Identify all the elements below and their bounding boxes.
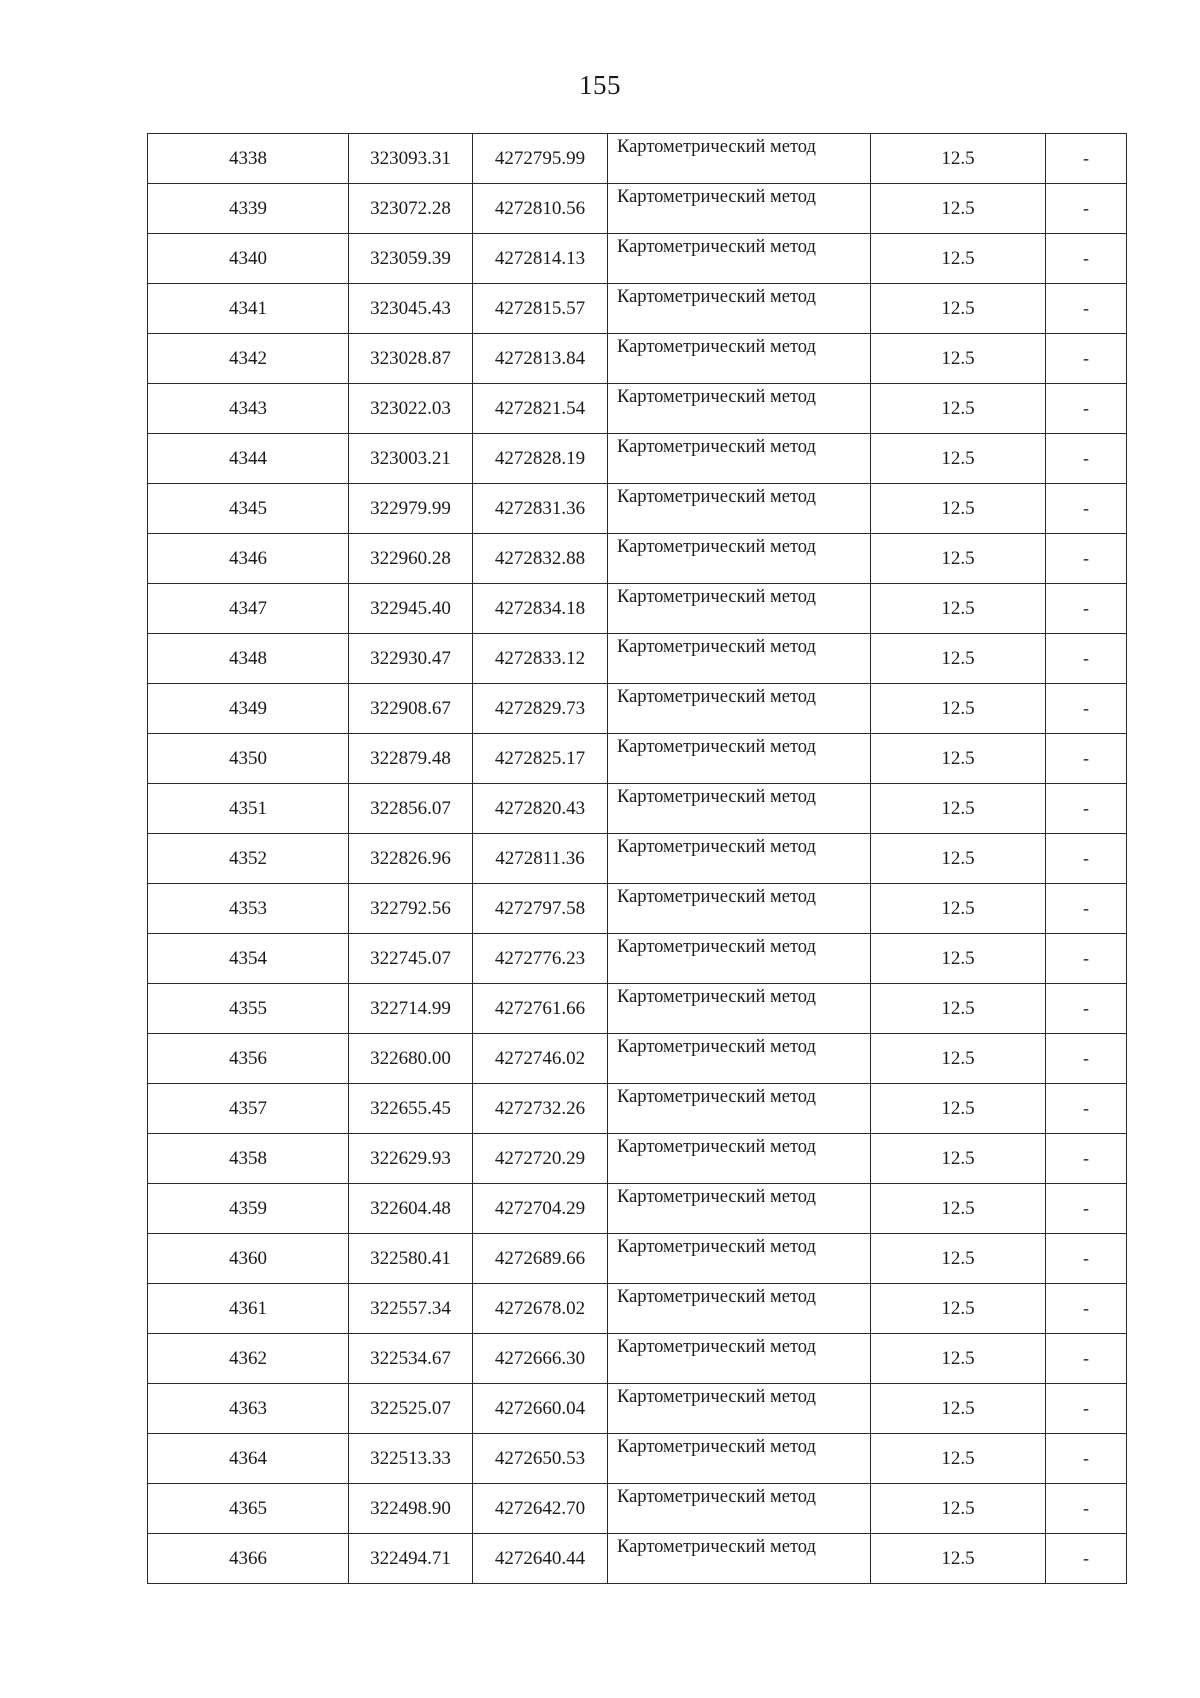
x-coordinate-cell: 323003.21 — [349, 434, 473, 484]
accuracy-cell: 12.5 — [871, 184, 1046, 234]
x-coordinate-cell: 323028.87 — [349, 334, 473, 384]
accuracy-cell: 12.5 — [871, 1234, 1046, 1284]
accuracy-cell: 12.5 — [871, 434, 1046, 484]
method-cell: Картометрический метод — [608, 1284, 871, 1334]
point-number-cell: 4338 — [148, 134, 349, 184]
point-number-cell: 4365 — [148, 1484, 349, 1534]
y-coordinate-cell: 4272797.58 — [473, 884, 608, 934]
x-coordinate-cell: 322792.56 — [349, 884, 473, 934]
table-row — [148, 834, 1127, 884]
y-coordinate-cell: 4272832.88 — [473, 534, 608, 584]
point-number-cell: 4358 — [148, 1134, 349, 1184]
note-cell: - — [1046, 934, 1127, 984]
table-row — [148, 1234, 1127, 1284]
y-coordinate-cell: 4272704.29 — [473, 1184, 608, 1234]
note-cell: - — [1046, 1284, 1127, 1334]
method-cell: Картометрический метод — [608, 384, 871, 434]
x-coordinate-cell: 323059.39 — [349, 234, 473, 284]
accuracy-cell: 12.5 — [871, 234, 1046, 284]
y-coordinate-cell: 4272650.53 — [473, 1434, 608, 1484]
note-cell: - — [1046, 834, 1127, 884]
method-cell: Картометрический метод — [608, 184, 871, 234]
y-coordinate-cell: 4272689.66 — [473, 1234, 608, 1284]
point-number-cell: 4348 — [148, 634, 349, 684]
note-cell: - — [1046, 1134, 1127, 1184]
accuracy-cell: 12.5 — [871, 1284, 1046, 1334]
note-cell: - — [1046, 1234, 1127, 1284]
x-coordinate-cell: 322680.00 — [349, 1034, 473, 1084]
x-coordinate-cell: 322494.71 — [349, 1534, 473, 1584]
x-coordinate-cell: 322580.41 — [349, 1234, 473, 1284]
accuracy-cell: 12.5 — [871, 984, 1046, 1034]
x-coordinate-cell: 322745.07 — [349, 934, 473, 984]
accuracy-cell: 12.5 — [871, 934, 1046, 984]
note-cell: - — [1046, 1084, 1127, 1134]
accuracy-cell: 12.5 — [871, 834, 1046, 884]
point-number-cell: 4352 — [148, 834, 349, 884]
x-coordinate-cell: 322856.07 — [349, 784, 473, 834]
y-coordinate-cell: 4272666.30 — [473, 1334, 608, 1384]
point-number-cell: 4340 — [148, 234, 349, 284]
table-row — [148, 384, 1127, 434]
table-row — [148, 334, 1127, 384]
note-cell: - — [1046, 1534, 1127, 1584]
table-row — [148, 434, 1127, 484]
x-coordinate-cell: 322604.48 — [349, 1184, 473, 1234]
note-cell: - — [1046, 884, 1127, 934]
table-row — [148, 584, 1127, 634]
table-row — [148, 684, 1127, 734]
method-cell: Картометрический метод — [608, 484, 871, 534]
method-cell: Картометрический метод — [608, 934, 871, 984]
note-cell: - — [1046, 1034, 1127, 1084]
accuracy-cell: 12.5 — [871, 134, 1046, 184]
note-cell: - — [1046, 734, 1127, 784]
point-number-cell: 4360 — [148, 1234, 349, 1284]
y-coordinate-cell: 4272833.12 — [473, 634, 608, 684]
x-coordinate-cell: 322908.67 — [349, 684, 473, 734]
accuracy-cell: 12.5 — [871, 484, 1046, 534]
accuracy-cell: 12.5 — [871, 384, 1046, 434]
point-number-cell: 4363 — [148, 1384, 349, 1434]
y-coordinate-cell: 4272814.13 — [473, 234, 608, 284]
method-cell: Картометрический метод — [608, 984, 871, 1034]
method-cell: Картометрический метод — [608, 834, 871, 884]
note-cell: - — [1046, 784, 1127, 834]
accuracy-cell: 12.5 — [871, 334, 1046, 384]
method-cell: Картометрический метод — [608, 784, 871, 834]
table-row — [148, 1184, 1127, 1234]
method-cell: Картометрический метод — [608, 1034, 871, 1084]
x-coordinate-cell: 322525.07 — [349, 1384, 473, 1434]
point-number-cell: 4344 — [148, 434, 349, 484]
x-coordinate-cell: 322498.90 — [349, 1484, 473, 1534]
y-coordinate-cell: 4272815.57 — [473, 284, 608, 334]
point-number-cell: 4359 — [148, 1184, 349, 1234]
x-coordinate-cell: 322557.34 — [349, 1284, 473, 1334]
method-cell: Картометрический метод — [608, 434, 871, 484]
note-cell: - — [1046, 384, 1127, 434]
method-cell: Картометрический метод — [608, 534, 871, 584]
accuracy-cell: 12.5 — [871, 884, 1046, 934]
x-coordinate-cell: 322629.93 — [349, 1134, 473, 1184]
point-number-cell: 4342 — [148, 334, 349, 384]
method-cell: Картометрический метод — [608, 234, 871, 284]
method-cell: Картометрический метод — [608, 1484, 871, 1534]
note-cell: - — [1046, 434, 1127, 484]
point-number-cell: 4346 — [148, 534, 349, 584]
table-row — [148, 1384, 1127, 1434]
method-cell: Картометрический метод — [608, 334, 871, 384]
page-number: 155 — [579, 70, 621, 100]
y-coordinate-cell: 4272831.36 — [473, 484, 608, 534]
note-cell: - — [1046, 1184, 1127, 1234]
point-number-cell: 4349 — [148, 684, 349, 734]
note-cell: - — [1046, 984, 1127, 1034]
coordinates-table — [147, 133, 1127, 1584]
point-number-cell: 4339 — [148, 184, 349, 234]
y-coordinate-cell: 4272720.29 — [473, 1134, 608, 1184]
table-row — [148, 1434, 1127, 1484]
x-coordinate-cell: 322513.33 — [349, 1434, 473, 1484]
table-row — [148, 734, 1127, 784]
y-coordinate-cell: 4272761.66 — [473, 984, 608, 1034]
accuracy-cell: 12.5 — [871, 784, 1046, 834]
accuracy-cell: 12.5 — [871, 1384, 1046, 1434]
y-coordinate-cell: 4272821.54 — [473, 384, 608, 434]
y-coordinate-cell: 4272813.84 — [473, 334, 608, 384]
x-coordinate-cell: 322655.45 — [349, 1084, 473, 1134]
point-number-cell: 4347 — [148, 584, 349, 634]
note-cell: - — [1046, 484, 1127, 534]
table-row — [148, 284, 1127, 334]
point-number-cell: 4350 — [148, 734, 349, 784]
x-coordinate-cell: 322534.67 — [349, 1334, 473, 1384]
point-number-cell: 4354 — [148, 934, 349, 984]
y-coordinate-cell: 4272820.43 — [473, 784, 608, 834]
accuracy-cell: 12.5 — [871, 1134, 1046, 1184]
point-number-cell: 4341 — [148, 284, 349, 334]
x-coordinate-cell: 323045.43 — [349, 284, 473, 334]
note-cell: - — [1046, 234, 1127, 284]
accuracy-cell: 12.5 — [871, 534, 1046, 584]
method-cell: Картометрический метод — [608, 1234, 871, 1284]
method-cell: Картометрический метод — [608, 1084, 871, 1134]
method-cell: Картометрический метод — [608, 584, 871, 634]
accuracy-cell: 12.5 — [871, 284, 1046, 334]
point-number-cell: 4364 — [148, 1434, 349, 1484]
table-row — [148, 784, 1127, 834]
x-coordinate-cell: 322826.96 — [349, 834, 473, 884]
method-cell: Картометрический метод — [608, 1384, 871, 1434]
table-row — [148, 484, 1127, 534]
note-cell: - — [1046, 684, 1127, 734]
accuracy-cell: 12.5 — [871, 584, 1046, 634]
y-coordinate-cell: 4272834.18 — [473, 584, 608, 634]
accuracy-cell: 12.5 — [871, 1534, 1046, 1584]
y-coordinate-cell: 4272825.17 — [473, 734, 608, 784]
accuracy-cell: 12.5 — [871, 1034, 1046, 1084]
point-number-cell: 4366 — [148, 1534, 349, 1584]
point-number-cell: 4362 — [148, 1334, 349, 1384]
note-cell: - — [1046, 1484, 1127, 1534]
note-cell: - — [1046, 634, 1127, 684]
note-cell: - — [1046, 534, 1127, 584]
coordinates-table-body — [148, 134, 1127, 1584]
table-row — [148, 1484, 1127, 1534]
table-row — [148, 234, 1127, 284]
method-cell: Картометрический метод — [608, 734, 871, 784]
point-number-cell: 4356 — [148, 1034, 349, 1084]
table-row — [148, 884, 1127, 934]
method-cell: Картометрический метод — [608, 634, 871, 684]
accuracy-cell: 12.5 — [871, 1334, 1046, 1384]
method-cell: Картометрический метод — [608, 1184, 871, 1234]
note-cell: - — [1046, 1384, 1127, 1434]
x-coordinate-cell: 322945.40 — [349, 584, 473, 634]
point-number-cell: 4343 — [148, 384, 349, 434]
note-cell: - — [1046, 1434, 1127, 1484]
y-coordinate-cell: 4272776.23 — [473, 934, 608, 984]
method-cell: Картометрический метод — [608, 1534, 871, 1584]
y-coordinate-cell: 4272828.19 — [473, 434, 608, 484]
accuracy-cell: 12.5 — [871, 1484, 1046, 1534]
accuracy-cell: 12.5 — [871, 684, 1046, 734]
y-coordinate-cell: 4272640.44 — [473, 1534, 608, 1584]
note-cell: - — [1046, 284, 1127, 334]
x-coordinate-cell: 323072.28 — [349, 184, 473, 234]
point-number-cell: 4353 — [148, 884, 349, 934]
point-number-cell: 4351 — [148, 784, 349, 834]
note-cell: - — [1046, 1334, 1127, 1384]
accuracy-cell: 12.5 — [871, 1434, 1046, 1484]
method-cell: Картометрический метод — [608, 684, 871, 734]
note-cell: - — [1046, 184, 1127, 234]
table-row — [148, 984, 1127, 1034]
y-coordinate-cell: 4272829.73 — [473, 684, 608, 734]
point-number-cell: 4361 — [148, 1284, 349, 1334]
y-coordinate-cell: 4272746.02 — [473, 1034, 608, 1084]
method-cell: Картометрический метод — [608, 134, 871, 184]
table-row — [148, 1284, 1127, 1334]
method-cell: Картометрический метод — [608, 284, 871, 334]
table-row — [148, 134, 1127, 184]
x-coordinate-cell: 323093.31 — [349, 134, 473, 184]
accuracy-cell: 12.5 — [871, 634, 1046, 684]
accuracy-cell: 12.5 — [871, 1084, 1046, 1134]
table-row — [148, 1134, 1127, 1184]
note-cell: - — [1046, 584, 1127, 634]
method-cell: Картометрический метод — [608, 884, 871, 934]
table-row — [148, 184, 1127, 234]
x-coordinate-cell: 323022.03 — [349, 384, 473, 434]
table-row — [148, 1084, 1127, 1134]
point-number-cell: 4355 — [148, 984, 349, 1034]
y-coordinate-cell: 4272795.99 — [473, 134, 608, 184]
y-coordinate-cell: 4272660.04 — [473, 1384, 608, 1434]
y-coordinate-cell: 4272678.02 — [473, 1284, 608, 1334]
y-coordinate-cell: 4272732.26 — [473, 1084, 608, 1134]
x-coordinate-cell: 322930.47 — [349, 634, 473, 684]
table-row — [148, 1034, 1127, 1084]
accuracy-cell: 12.5 — [871, 1184, 1046, 1234]
table-row — [148, 634, 1127, 684]
x-coordinate-cell: 322979.99 — [349, 484, 473, 534]
table-row — [148, 1334, 1127, 1384]
x-coordinate-cell: 322714.99 — [349, 984, 473, 1034]
y-coordinate-cell: 4272811.36 — [473, 834, 608, 884]
table-row — [148, 934, 1127, 984]
y-coordinate-cell: 4272642.70 — [473, 1484, 608, 1534]
x-coordinate-cell: 322879.48 — [349, 734, 473, 784]
method-cell: Картометрический метод — [608, 1134, 871, 1184]
note-cell: - — [1046, 334, 1127, 384]
table-row — [148, 1534, 1127, 1584]
table-row — [148, 534, 1127, 584]
method-cell: Картометрический метод — [608, 1434, 871, 1484]
point-number-cell: 4345 — [148, 484, 349, 534]
point-number-cell: 4357 — [148, 1084, 349, 1134]
y-coordinate-cell: 4272810.56 — [473, 184, 608, 234]
x-coordinate-cell: 322960.28 — [349, 534, 473, 584]
accuracy-cell: 12.5 — [871, 734, 1046, 784]
method-cell: Картометрический метод — [608, 1334, 871, 1384]
note-cell: - — [1046, 134, 1127, 184]
